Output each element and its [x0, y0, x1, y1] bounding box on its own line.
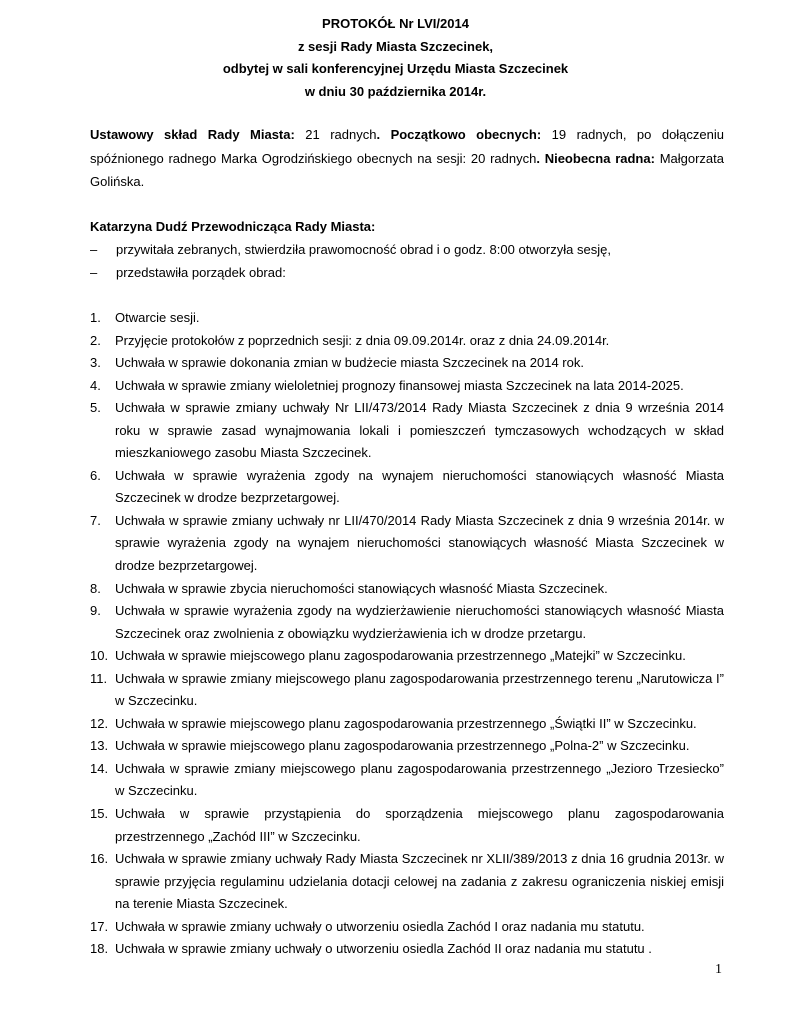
page-number: 1: [715, 962, 722, 977]
agenda-item: [90, 510, 724, 578]
agenda-item-text: Uchwała w sprawie zmiany uchwały Rady Miasta Szczecinek nr XLII/389/2013 z dnia 16 grudnia 2013r. w sprawie przyjęcia regulaminu udzielania dotacji celowej na zadania z zakresu ograniczenia niskiej emisji na terenie Miasta Szczecinek.: [115, 851, 724, 912]
agenda-item: [90, 713, 724, 736]
agenda-item-text: Uchwała w sprawie przystąpienia do sporządzenia miejscowego planu zagospodarowania przestrzennego „Zachód III” w Szczecinku.: [115, 806, 724, 844]
agenda-item-number: 14.: [90, 760, 109, 776]
bullet-text: przedstawiła porządek obrad:: [116, 265, 286, 280]
agenda-item: [90, 352, 724, 375]
agenda-item-text: Uchwała w sprawie miejscowego planu zagospodarowania przestrzennego „Matejki” w Szczecinku.: [115, 648, 686, 664]
agenda-item-text: Uchwała w sprawie zbycia nieruchomości stanowiących własność Miasta Szczecinek.: [115, 580, 608, 596]
agenda-item-number: 6.: [90, 467, 101, 483]
agenda-item-text: Otwarcie sesji.: [115, 310, 200, 325]
agenda-item-number: 17.: [90, 918, 109, 934]
agenda-item-text: Uchwała w sprawie zmiany uchwały o utworzeniu osiedla Zachód II oraz nadania mu statutu .: [115, 941, 652, 957]
agenda-item-number: 11.: [90, 670, 108, 686]
agenda-item: [90, 397, 724, 465]
agenda-item: [90, 330, 724, 353]
agenda-item: [90, 938, 724, 961]
agenda-item-text: Uchwała w sprawie zmiany miejscowego planu zagospodarowania przestrzennego terenu „Narutowicza I” w Szczecinku.: [115, 670, 724, 709]
bullet-text: przywitała zebranych, stwierdziła prawomocność obrad i o godz. 8:00 otworzyła sesję,: [116, 242, 611, 257]
document-header: [0, 13, 791, 103]
agenda-item: [90, 848, 724, 916]
agenda-item-text: Uchwała w sprawie zmiany uchwały nr LII/470/2014 Rady Miasta Szczecinek z dnia 9 września 2014r. w sprawie wyrażenia zgody na wynajem nieruchomości stanowiących własność Miasta Szczecinek w drodze bezprzetargowej.: [115, 512, 724, 574]
chairperson-heading: Katarzyna Dudź Przewodnicząca Rady Miasta:: [90, 219, 376, 234]
agenda-item-number: 15.: [90, 806, 109, 822]
protocol-title: PROTOKÓŁ Nr LVI/2014: [322, 16, 469, 31]
agenda-item-text: Uchwała w sprawie miejscowego planu zagospodarowania przestrzennego „Świątki II” w Szczecinku.: [115, 715, 697, 731]
agenda-item-number: 9.: [90, 603, 101, 619]
agenda-item: [90, 803, 724, 848]
agenda-item-text: Uchwała w sprawie zmiany uchwały Nr LII/473/2014 Rady Miasta Szczecinek z dnia 9 września 2014 roku w sprawie zasad wynajmowania lokali i pomieszczeń tymczasowych wchodzących w skład mieszkaniowego zasobu Miasta Szczecinek.: [115, 400, 724, 461]
agenda-item-text: Przyjęcie protokołów z poprzednich sesji: z dnia 09.09.2014r. oraz z dnia 24.09.2014r.: [115, 332, 610, 348]
agenda-item-text: Uchwała w sprawie zmiany uchwały o utworzeniu osiedla Zachód I oraz nadania mu statutu.: [115, 918, 645, 934]
statutory-value: 21 radnych: [294, 127, 377, 142]
absent-value: Małgorzata Golińska.: [90, 150, 724, 189]
agenda-item-number: 2.: [90, 332, 101, 348]
venue-line: odbytej w sali konferencyjnej Urzędu Miasta Szczecinek: [222, 61, 569, 77]
date-line: w dniu 30 października 2014r.: [304, 83, 487, 99]
agenda-item: [90, 578, 724, 601]
chair-actions: [90, 238, 724, 284]
agenda-item-number: 1.: [90, 310, 101, 325]
list-item: [90, 261, 724, 284]
dash-bullet-icon: –: [90, 242, 98, 257]
agenda-item: [90, 758, 724, 803]
session-line: z sesji Rady Miasta Szczecinek,: [297, 38, 494, 54]
agenda-item-number: 7.: [90, 512, 101, 528]
agenda-item: [90, 600, 724, 645]
agenda-item-number: 16.: [90, 851, 109, 867]
agenda-list: [90, 307, 724, 961]
agenda-item-text: Uchwała w sprawie dokonania zmian w budżecie miasta Szczecinek na 2014 rok.: [115, 355, 584, 371]
agenda-item-number: 18.: [90, 941, 109, 957]
present-value: 19 radnych, po dołączeniu spóźnionego radnego Marka Ogrodzińskiego obecnych na sesji: 20 radnych: [90, 127, 724, 166]
agenda-item-text: Uchwała w sprawie miejscowego planu zagospodarowania przestrzennego „Polna-2” w Szczecinku.: [115, 738, 690, 754]
agenda-item: [90, 668, 724, 713]
agenda-item: [90, 307, 724, 330]
agenda-item-number: 5.: [90, 400, 101, 416]
agenda-item: [90, 735, 724, 758]
agenda-item-text: Uchwała w sprawie wyrażenia zgody na wynajem nieruchomości stanowiących własność Miasta Szczecinek w drodze bezprzetargowej.: [115, 467, 724, 506]
agenda-item-number: 4.: [90, 377, 101, 393]
council-composition: Ustawowy skład Rady Miasta: 21 radnych. Początkowo obecnych: 19 radnych, po dołączeniu spóźnionego radnego Marka Ogrodzińskiego obecnych na sesji: 20 radnych. Nieobecna radna: Małgorzata Golińska.: [90, 127, 724, 189]
present-label: Początkowo obecnych:: [390, 127, 542, 142]
agenda-item: [90, 375, 724, 398]
agenda-item-number: 12.: [90, 715, 109, 731]
agenda-item-text: Uchwała w sprawie zmiany wieloletniej prognozy finansowej miasta Szczecinek na lata 2014-2025.: [115, 377, 684, 393]
agenda-item-number: 8.: [90, 580, 101, 596]
dash-bullet-icon: –: [90, 265, 98, 280]
agenda-item-text: Uchwała w sprawie wyrażenia zgody na wydzierżawienie nieruchomości stanowiących własność Miasta Szczecinek oraz zwolnienia z obowiązku wydzierżawienia ich w drodze przetargu.: [115, 603, 724, 641]
agenda-item-number: 10.: [90, 648, 109, 664]
agenda-item-number: 3.: [90, 355, 101, 371]
agenda-item: [90, 645, 724, 668]
agenda-item: [90, 916, 724, 939]
list-item: [90, 238, 724, 261]
agenda-item: [90, 465, 724, 510]
agenda-item-text: Uchwała w sprawie zmiany miejscowego planu zagospodarowania przestrzennego „Jezioro Trzesiecko” w Szczecinku.: [115, 760, 724, 799]
statutory-label: Ustawowy skład Rady Miasta:: [90, 127, 295, 142]
agenda-item-number: 13.: [90, 738, 109, 754]
absent-label: Nieobecna radna:: [544, 150, 655, 166]
